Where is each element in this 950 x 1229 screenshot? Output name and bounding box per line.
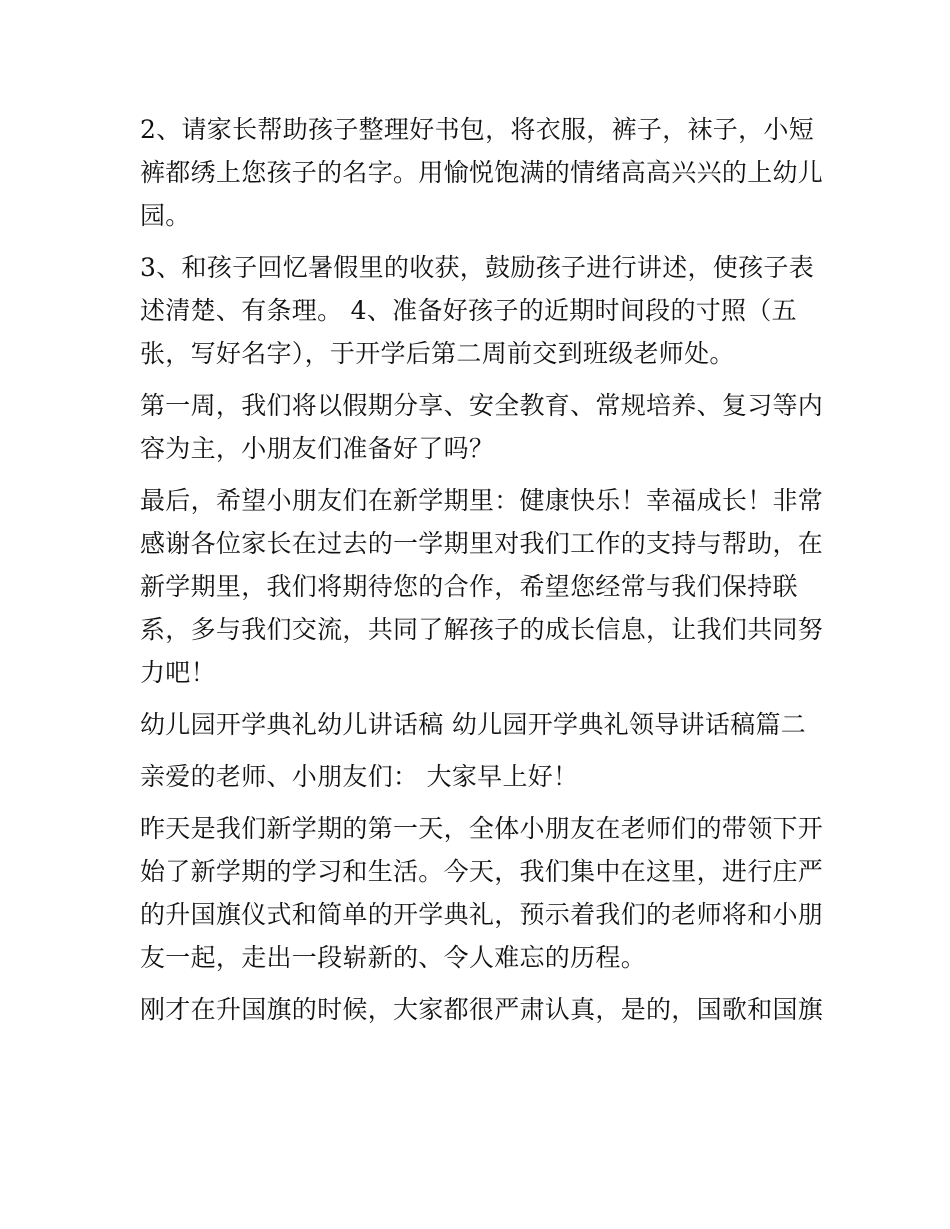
text-line: 昨天是我们新学期的第一天，全体小朋友在老师们的带领下开 (140, 814, 824, 843)
text-line: 友一起，走出一段崭新的、令人难忘的历程。 (140, 943, 647, 972)
text-line: 感谢各位家长在过去的一学期里对我们工作的支持与帮助，在 (140, 529, 824, 558)
section-heading: 幼儿园开学典礼幼儿讲话稿 幼儿园开学典礼领导讲话稿篇二 (140, 710, 807, 739)
text-line: 裤都绣上您孩子的名字。用愉悦饱满的情绪高高兴兴的上幼儿 (140, 158, 824, 187)
text-line: 力吧！ (140, 658, 216, 687)
text-line: 始了新学期的学习和生活。今天，我们集中在这里，进行庄严 (140, 857, 824, 886)
text-line: 述清楚、有条理。 4、准备好孩子的近期时间段的寸照（五 (140, 296, 797, 325)
text-line: 刚才在升国旗的时候，大家都很严肃认真，是的，国歌和国旗 (140, 995, 824, 1024)
text-line: 2、请家长帮助孩子整理好书包，将衣服，裤子，袜子，小短 (140, 115, 815, 144)
text-line: 系，多与我们交流，共同了解孩子的成长信息，让我们共同努 (140, 615, 824, 644)
text-line: 容为主，小朋友们准备好了吗？ (140, 434, 495, 463)
greeting-line: 亲爱的老师、小朋友们： 大家早上好！ (140, 762, 579, 791)
text-line: 最后，希望小朋友们在新学期里：健康快乐！幸福成长！非常 (140, 486, 824, 515)
document-body (140, 108, 830, 1031)
text-line: 张，写好名字），于开学后第二周前交到班级老师处。 (140, 339, 735, 368)
text-line: 第一周，我们将以假期分享、安全教育、常规培养、复习等内 (140, 391, 824, 420)
text-line: 的升国旗仪式和简单的开学典礼，预示着我们的老师将和小朋 (140, 900, 824, 929)
text-line: 3、和孩子回忆暑假里的收获，鼓励孩子进行讲述，使孩子表 (140, 253, 815, 282)
text-line: 新学期里，我们将期待您的合作，希望您经常与我们保持联 (140, 572, 798, 601)
text-line: 园。 (140, 201, 191, 230)
